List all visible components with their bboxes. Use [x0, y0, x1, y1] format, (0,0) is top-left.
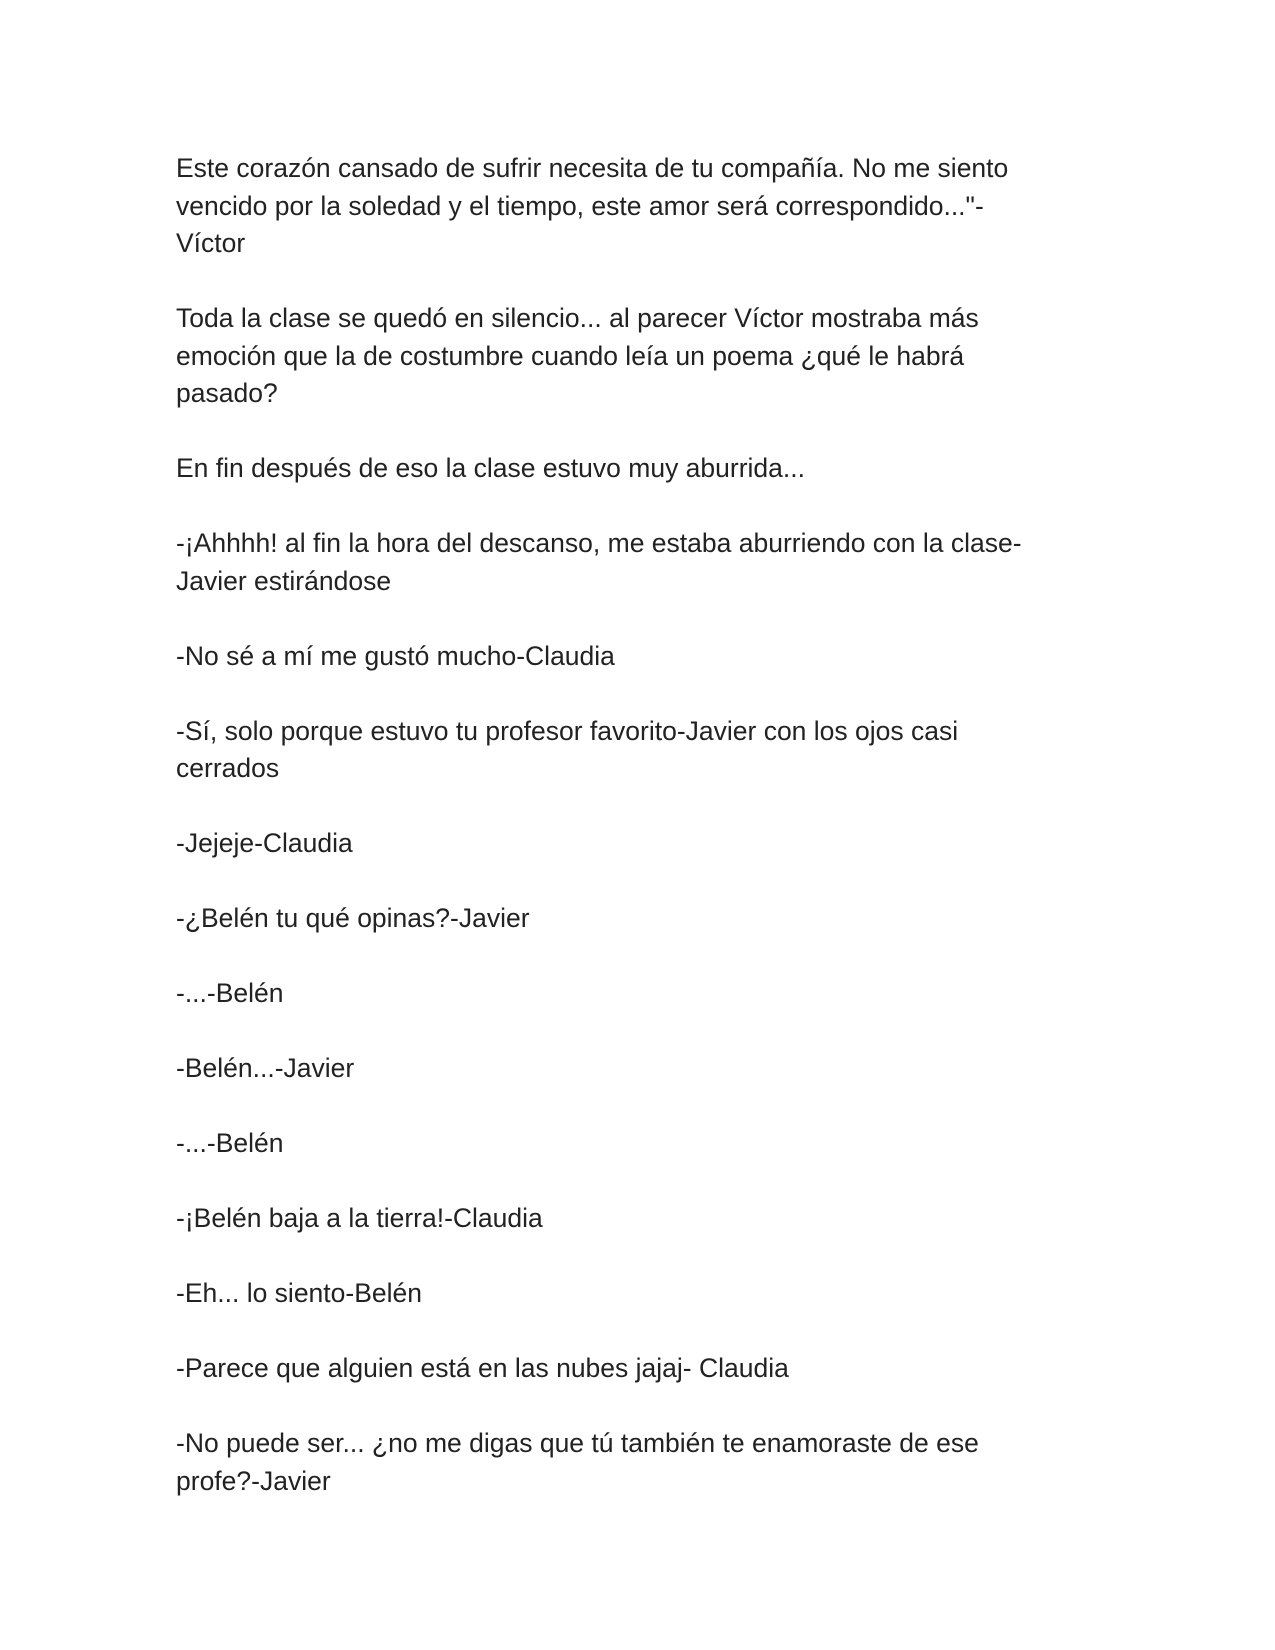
dialogue-line: -Parece que alguien está en las nubes jajaj- Claudia: [176, 1353, 789, 1383]
dialogue-line: -¡Ahhhh! al fin la hora del descanso, me estaba aburriendo con la clase- Javier estirándose: [176, 528, 1022, 596]
dialogue-line: -Belén...-Javier: [176, 1053, 355, 1083]
dialogue-line: -...-Belén: [176, 1128, 284, 1158]
paragraph-poem-ending: Este corazón cansado de sufrir necesita de tu compañía. No me siento vencido por la soledad y el tiempo, este amor será correspondido..."- Víctor: [176, 153, 1009, 258]
dialogue-line: -No sé a mí me gustó mucho-Claudia: [176, 640, 615, 671]
dialogue-line: -...-Belén: [176, 978, 284, 1008]
paragraph-class-boring: En fin después de eso la clase estuvo muy aburrida...: [176, 453, 805, 483]
story-text: [176, 150, 1096, 1538]
dialogue-line: -¡Belén baja a la tierra!-Claudia: [176, 1203, 543, 1233]
dialogue-line: -¿Belén tu qué opinas?-Javier: [176, 903, 530, 933]
dialogue-line: -Sí, solo porque estuvo tu profesor favorito-Javier con los ojos casi cerrados: [176, 715, 959, 783]
dialogue-line: -No puede ser... ¿no me digas que tú también te enamoraste de ese profe?-Javier: [176, 1428, 979, 1496]
dialogue-line: -Jejeje-Claudia: [176, 828, 353, 858]
dialogue-line: -Eh... lo siento-Belén: [176, 1278, 422, 1308]
paragraph-class-silence: Toda la clase se quedó en silencio... al parecer Víctor mostraba más emoción que la de costumbre cuando leía un poema ¿qué le habrá pasado?: [176, 303, 979, 408]
